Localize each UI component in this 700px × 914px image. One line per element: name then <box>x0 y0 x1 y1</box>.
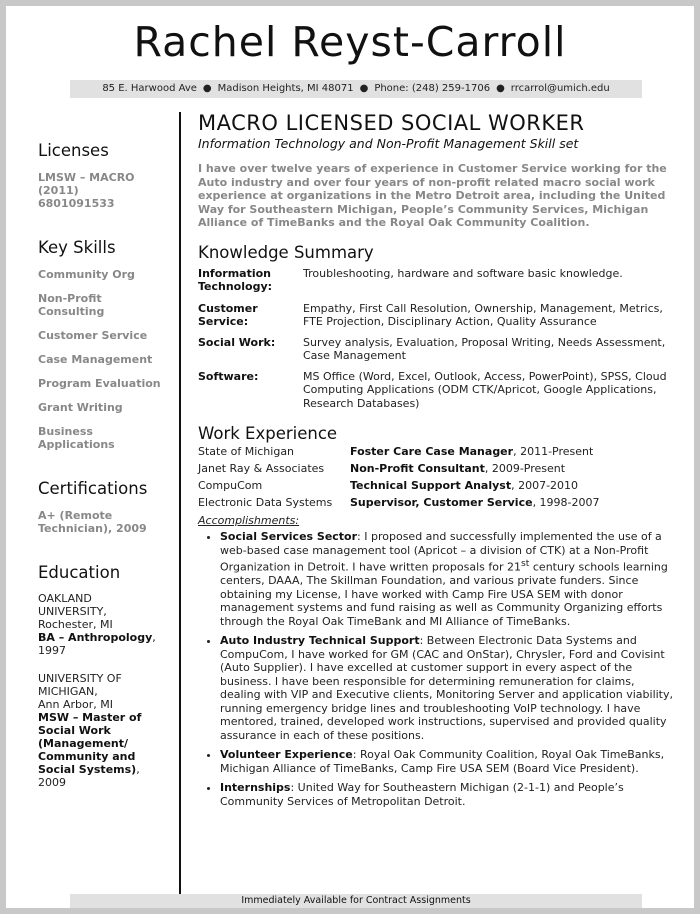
knowledge-value: Survey analysis, Evaluation, Proposal Writing, Needs Assessment, Case Management <box>303 335 666 362</box>
skill-line: Program Evaluation <box>38 377 161 390</box>
degree: Social Systems) <box>38 763 137 776</box>
accomplishment-text: : I proposed and successfully implemented the use of a web-based case management tool (Apricot – a division of CTK) at a Non-Profit Organization in Detroit. I have written proposals for 21 <box>220 530 662 574</box>
position <box>350 460 565 477</box>
cert-line: Technician), 2009 <box>38 522 147 535</box>
key-skills-heading: Key Skills <box>38 238 116 257</box>
resume-page <box>6 6 694 908</box>
skill-line: Customer Service <box>38 329 148 342</box>
skill-item <box>38 268 176 281</box>
position-dates: , 2009-Present <box>484 462 566 475</box>
candidate-name: Rachel Reyst-Carroll <box>133 18 567 66</box>
degree-line <box>38 711 176 724</box>
position-title: Technical Support Analyst <box>350 479 512 492</box>
knowledge-row <box>198 302 673 329</box>
license-line: (2011) <box>38 184 79 197</box>
accomplishment-text: century schools learning centers, DAAA, The Skillman Foundation, and various private funders. Since obtaining my License, I have worked with Camp Fire USA SEM with donor management systems and fund raising as well as Community Organizing efforts through the Royal Oak TimeBank and MI Alliance of TimeBanks. <box>220 560 668 628</box>
knowledge-row <box>198 267 673 294</box>
footer-bar: Immediately Available for Contract Assignments <box>70 894 642 908</box>
accomplishment-title: Internships <box>220 781 291 795</box>
accomplishments-list <box>198 530 673 808</box>
knowledge-value: Troubleshooting, hardware and software basic knowledge. <box>303 266 623 280</box>
skill-line: Grant Writing <box>38 401 123 414</box>
certifications-heading: Certifications <box>38 479 148 498</box>
city: Madison Heights, MI 48071 <box>217 83 354 94</box>
employer: Electronic Data Systems <box>198 496 333 509</box>
work-row <box>198 494 673 511</box>
degree-year: 1997 <box>38 644 66 657</box>
school-line: UNIVERSITY OF <box>38 672 122 685</box>
degree-line <box>38 737 176 750</box>
certification-info <box>38 509 176 535</box>
knowledge-summary <box>198 267 673 411</box>
intro-paragraph: I have over twelve years of experience in Customer Service working for the Auto industry and over four years of non-profit related macro social work experience at organizations in the Metro Detroit area, including the United Way for Southeastern Michigan, People’s Community Services, Michigan Alliance of TimeBanks and the Royal Oak Community Coalition. <box>198 162 667 229</box>
accomplishment-title: Social Services Sector <box>220 530 358 543</box>
position-dates: , 1998-2007 <box>532 496 600 509</box>
school-line: OAKLAND <box>38 592 92 605</box>
skills-list <box>38 268 176 451</box>
accomplishment-item <box>220 748 673 775</box>
knowledge-value: MS Office (Word, Excel, Outlook, Access, PowerPoint), SPSS, Cloud Computing Applications (ODM CTK/Apricot, Google Applications, Research Databases) <box>303 369 667 410</box>
degree: Community and <box>38 750 136 763</box>
degree-suffix: , <box>152 631 156 644</box>
address: 85 E. Harwood Ave <box>102 83 197 94</box>
work-experience-heading: Work Experience <box>198 424 338 443</box>
skill-line: Case Management <box>38 353 153 366</box>
skill-item <box>38 401 176 414</box>
column-divider <box>179 112 181 898</box>
degree-line <box>38 763 176 776</box>
skill-item <box>38 377 176 390</box>
education-entry <box>38 592 176 657</box>
education-heading: Education <box>38 563 121 582</box>
accomplishment-text: : United Way for Southeastern Michigan (2-1-1) and People’s Community Services of Metropolitan Detroit. <box>220 781 624 808</box>
knowledge-label: Information Technology: <box>198 266 273 293</box>
degree: BA – Anthropology <box>38 631 153 644</box>
employer: CompuCom <box>198 479 263 492</box>
degree-line <box>38 750 176 763</box>
job-subtitle: Information Technology and Non-Profit Management Skill set <box>198 136 579 151</box>
position-title: Foster Care Case Manager <box>350 445 514 458</box>
school-line: UNIVERSITY, <box>38 605 107 618</box>
knowledge-row <box>198 370 673 411</box>
accomplishment-sup: st <box>521 558 530 569</box>
skill-line: Business <box>38 425 93 438</box>
job-title: MACRO LICENSED SOCIAL WORKER <box>198 111 585 135</box>
position <box>350 443 593 460</box>
bullet-icon: ● <box>359 83 369 94</box>
license-line: 6801091533 <box>38 197 115 210</box>
skill-line: Applications <box>38 438 115 451</box>
skill-line: Consulting <box>38 305 105 318</box>
work-row <box>198 477 673 494</box>
degree: Social Work <box>38 724 111 737</box>
knowledge-row <box>198 336 673 363</box>
skill-item <box>38 353 176 366</box>
position-title: Supervisor, Customer Service <box>350 496 533 509</box>
accomplishment-text: : Between Electronic Data Systems and CompuCom, I have worked for GM (CAC and OnStar), Chrysler, Ford and Covisint (Auto Supplier). I have excelled at customer support in every aspect of the business. I have been responsible for determining remuneration for claims, dealing with VIP and Executive clients, Monitoring Server and application viability, running emergency bridge lines and troubleshooting VoIP technology. I have mentored, trained, developed work instructions, supervised and provided quality assurance in each of these positions. <box>220 634 673 742</box>
degree-year: 2009 <box>38 776 66 789</box>
accomplishment-item <box>220 530 673 628</box>
skill-line: Non-Profit <box>38 292 102 305</box>
degree: MSW – Master of <box>38 711 142 724</box>
employer: State of Michigan <box>198 445 295 458</box>
school-line: Ann Arbor, MI <box>38 698 113 711</box>
employer: Janet Ray & Associates <box>198 462 325 475</box>
accomplishment-item <box>220 634 673 742</box>
knowledge-summary-heading: Knowledge Summary <box>198 242 374 262</box>
degree-line <box>38 631 176 644</box>
skill-line: Community Org <box>38 268 135 281</box>
accomplishment-title: Volunteer Experience <box>220 748 353 762</box>
knowledge-label: Customer Service: <box>198 301 258 328</box>
work-row <box>198 460 673 477</box>
school-line: Rochester, MI <box>38 618 113 631</box>
license-info <box>38 171 176 210</box>
accomplishment-text: : Royal Oak Community Coalition, Royal Oak TimeBanks, Michigan Alliance of TimeBanks, Camp Fire USA SEM (Board Vice President). <box>220 748 665 775</box>
skill-item <box>38 329 176 342</box>
accomplishment-title: Auto Industry Technical Support <box>220 634 420 648</box>
bullet-icon: ● <box>496 83 505 94</box>
phone: Phone: (248) 259-1706 <box>374 83 491 94</box>
bullet-icon: ● <box>202 83 212 94</box>
position-dates: , 2007-2010 <box>511 479 579 492</box>
contact-bar <box>70 80 642 98</box>
accomplishment-item <box>220 781 673 808</box>
position <box>350 477 578 494</box>
knowledge-value: Empathy, First Call Resolution, Ownership, Management, Metrics, FTE Projection, Disciplinary Action, Quality Assurance <box>303 301 663 328</box>
skill-item <box>38 292 176 318</box>
accomplishments-label: Accomplishments: <box>198 514 300 527</box>
main-content <box>198 111 673 814</box>
position <box>350 494 600 511</box>
work-experience-list <box>198 443 673 511</box>
school-line: MICHIGAN, <box>38 685 98 698</box>
sidebar <box>38 141 176 789</box>
skill-item <box>38 425 176 451</box>
cert-line: A+ (Remote <box>38 509 113 522</box>
email: rrcarrol@umich.edu <box>510 83 610 94</box>
work-row <box>198 443 673 460</box>
licenses-heading: Licenses <box>38 141 109 160</box>
education-entry <box>38 672 176 789</box>
position-title: Non-Profit Consultant <box>350 462 485 475</box>
knowledge-label: Social Work: <box>198 335 276 349</box>
degree-line <box>38 724 176 737</box>
degree-suffix: , <box>136 763 140 776</box>
degree: (Management/ <box>38 737 129 750</box>
license-line: LMSW – MACRO <box>38 171 135 184</box>
knowledge-label: Software: <box>198 369 259 383</box>
position-dates: , 2011-Present <box>513 445 594 458</box>
